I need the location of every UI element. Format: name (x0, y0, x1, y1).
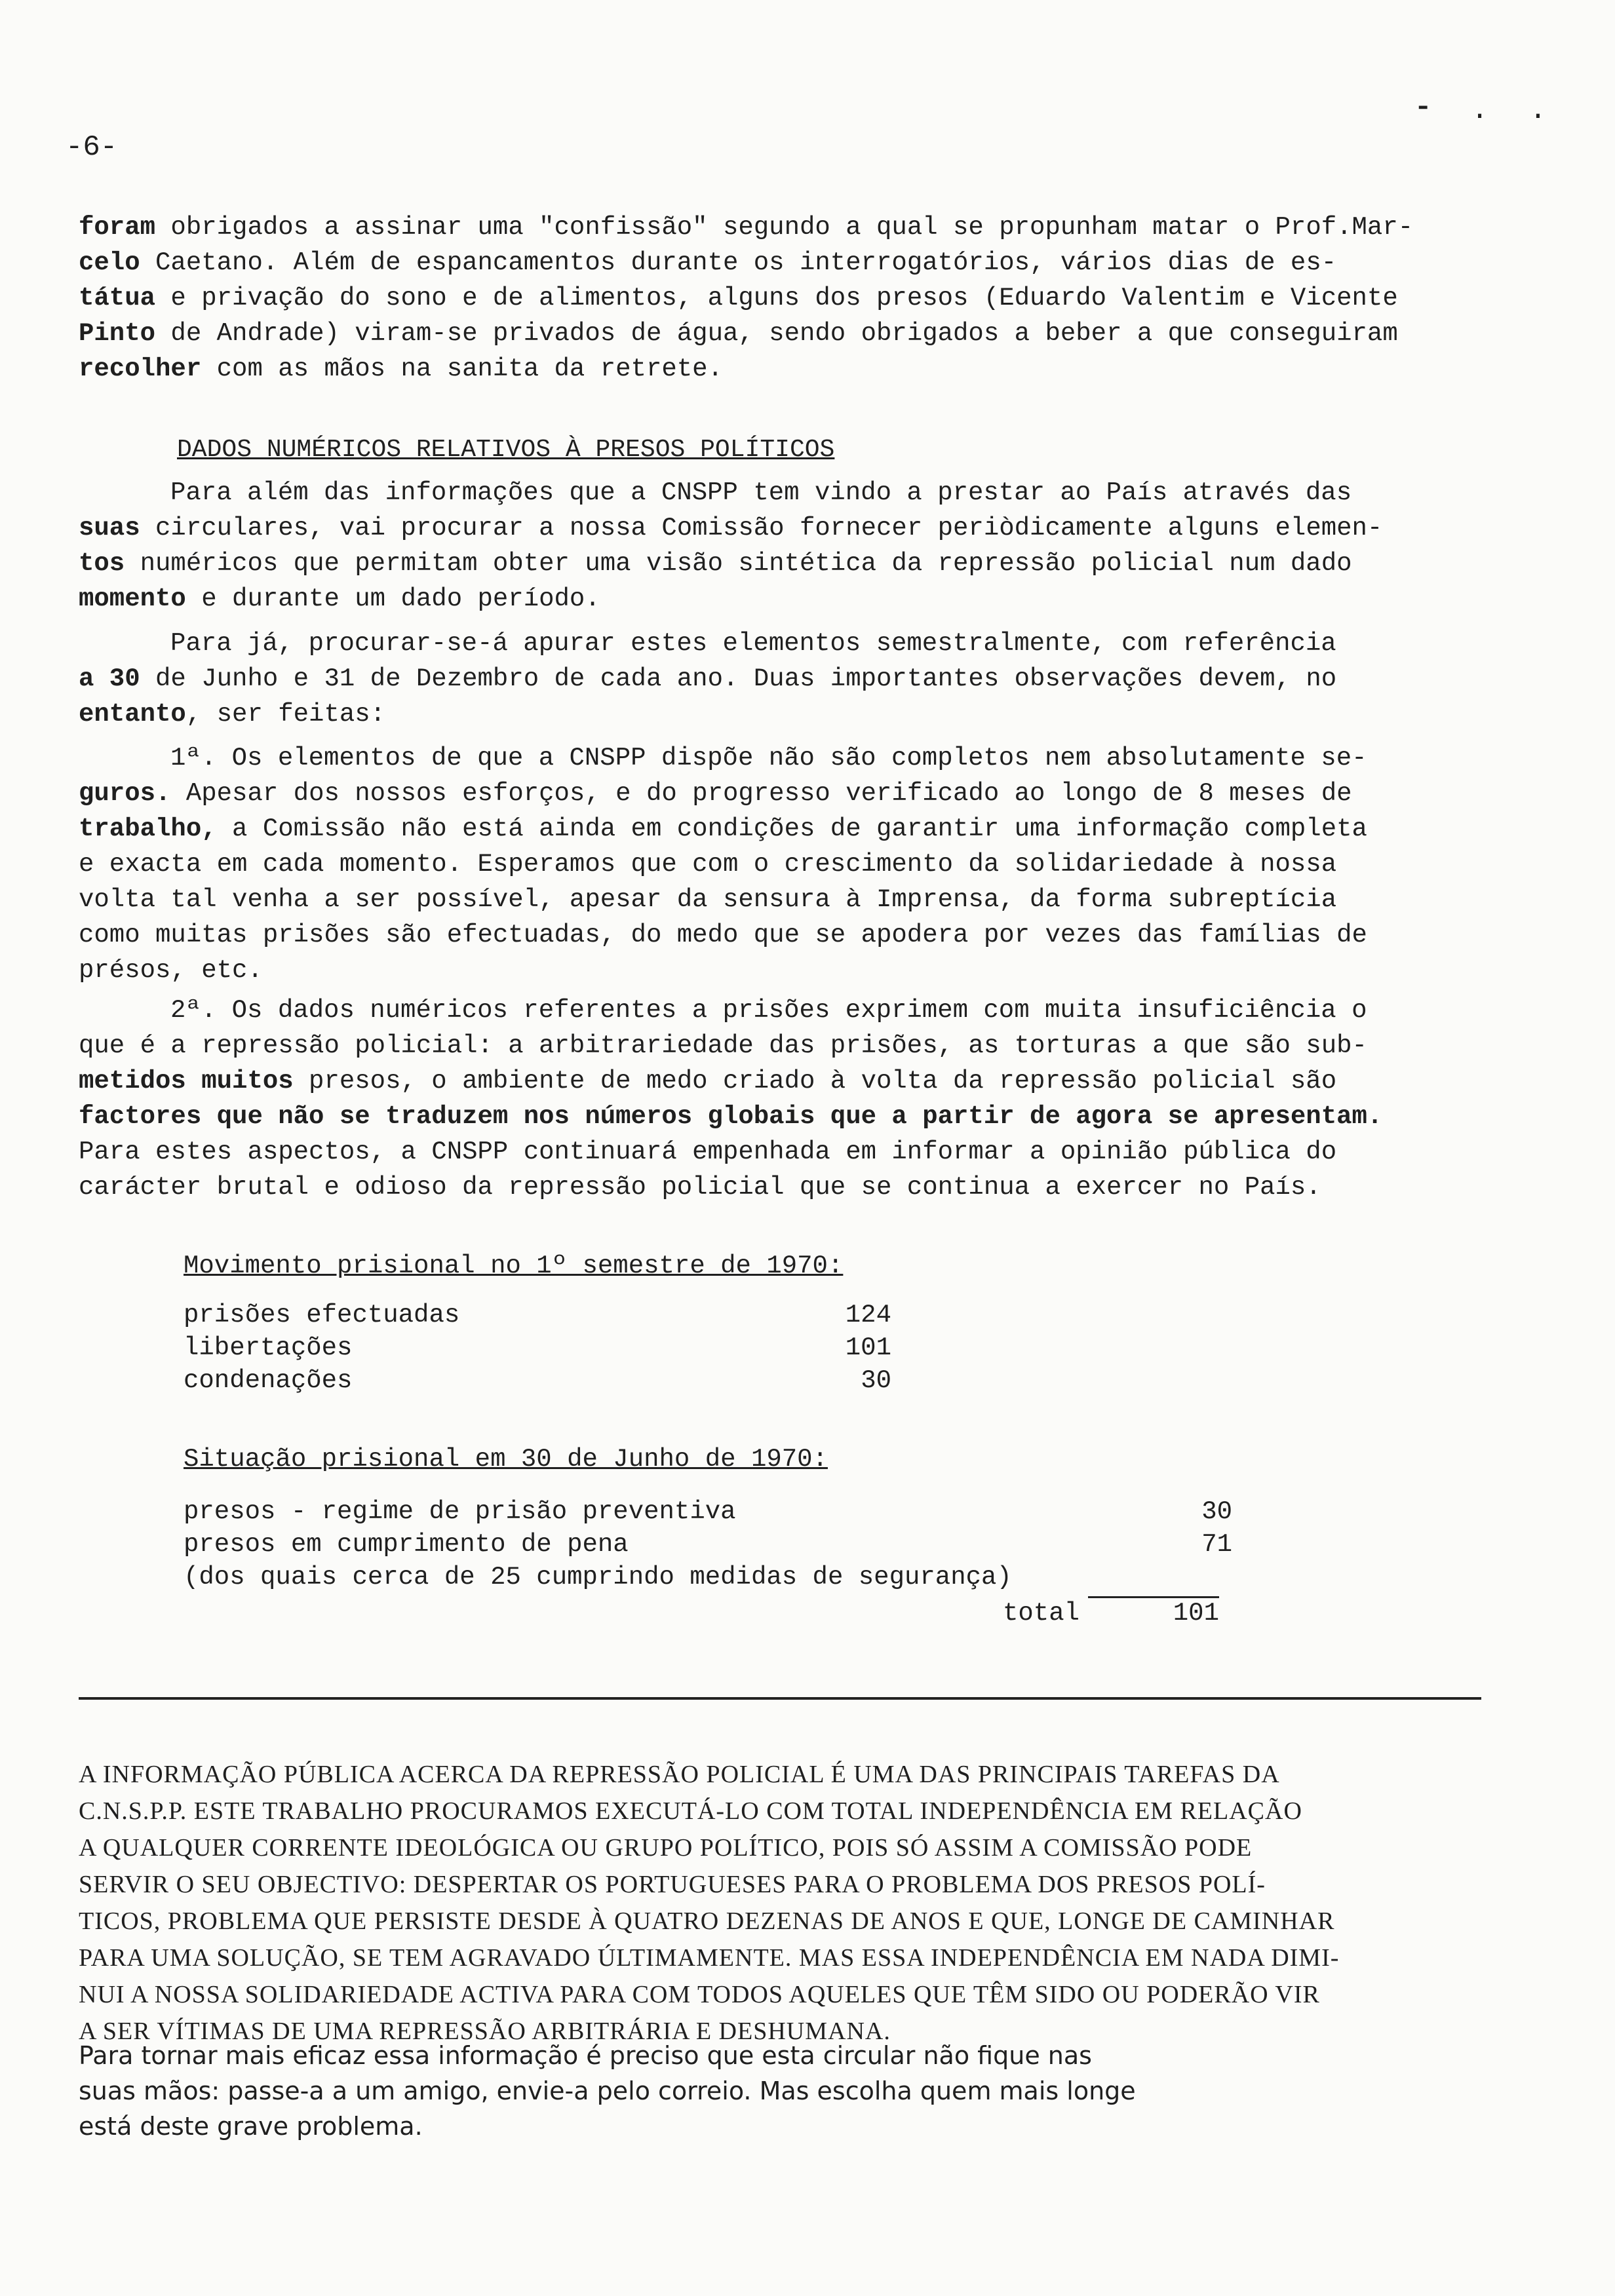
paragraph-schedule (79, 626, 1481, 732)
text-line: Para além das informações que a CNSPP tem vindo a prestar ao País através das (170, 478, 1352, 507)
table-situation-title: Situação prisional em 30 de Junho de 1970: (184, 1445, 828, 1474)
bold-word: suas (79, 514, 140, 543)
text-line: está deste grave problema. (79, 2112, 423, 2141)
text-line (79, 316, 1481, 351)
row-label: presos - regime de prisão preventiva (184, 1497, 736, 1526)
text-line: Para estes aspectos, a CNSPP continuará empenhada em informar a opinião pública do (79, 1138, 1337, 1166)
text-line: que é a repressão policial: a arbitrariedade das prisões, as torturas a que são sub- (79, 1031, 1367, 1060)
paragraph-observation-2 (79, 993, 1481, 1205)
line-text: de Junho e 31 de Dezembro de cada ano. Duas importantes observações devem, no (140, 664, 1337, 693)
text-line: A INFORMAÇÃO PÚBLICA ACERCA DA REPRESSÃO POLICIAL É UMA DAS PRINCIPAIS TAREFAS DA (79, 1761, 1280, 1788)
text-line: SERVIR O SEU OBJECTIVO: DESPERTAR OS PORTUGUESES PARA O PROBLEMA DOS PRESOS POLÍ- (79, 1871, 1266, 1898)
text-line (79, 546, 1481, 581)
text-line (79, 280, 1481, 316)
text-line: A QUALQUER CORRENTE IDEOLÓGICA OU GRUPO POLÍTICO, POIS SÓ ASSIM A COMISSÃO PODE (79, 1834, 1253, 1862)
bold-word: tos (79, 549, 125, 578)
row-label: (dos quais cerca de 25 cumprindo medidas de segurança) (184, 1563, 1012, 1592)
table-row (184, 1366, 891, 1399)
text-line: 2ª. Os dados numéricos referentes a prisões exprimem com muita insuficiência o (170, 996, 1367, 1025)
text-line (79, 351, 1481, 387)
bold-word: entanto (79, 700, 186, 729)
line-text: de Andrade) viram-se privados de água, sendo obrigados a beber a que conseguiram (155, 319, 1398, 348)
row-value: 124 (845, 1301, 891, 1330)
table-row (184, 1301, 891, 1333)
line-text: presos, o ambiente de medo criado à volta da repressão policial são (293, 1067, 1337, 1096)
closing-paragraph (79, 2038, 1455, 2144)
text-line (79, 661, 1481, 697)
row-label: presos em cumprimento de pena (184, 1530, 629, 1559)
text-line: como muitas prisões são efectuadas, do medo que se apodera por vezes das famílias de (79, 921, 1367, 949)
text-line (79, 510, 1481, 546)
table-row (184, 1333, 891, 1366)
bold-word: recolher (79, 354, 202, 383)
row-label: condenações (184, 1366, 353, 1395)
bold-word: a 30 (79, 664, 140, 693)
text-line: présos, etc. (79, 956, 263, 985)
text-line: factores que não se traduzem nos números globais que a partir de agora se apresentam. (79, 1102, 1383, 1131)
line-text: circulares, vai procurar a nossa Comissão fornecer periòdicamente alguns elemen- (140, 514, 1383, 543)
bold-word: trabalho, (79, 814, 217, 843)
line-text: Apesar dos nossos esforços, e do progresso verificado ao longo de 8 meses de (170, 779, 1352, 808)
paragraph-confession (79, 210, 1481, 387)
text-line (79, 581, 1481, 617)
row-value: 101 (845, 1333, 891, 1362)
paragraph-observation-1 (79, 740, 1481, 988)
text-line: A SER VÍTIMAS DE UMA REPRESSÃO ARBITRÁRIA E DESHUMANA. (79, 2018, 891, 2045)
row-label: libertações (184, 1333, 353, 1362)
line-text: e durante um dado período. (185, 584, 600, 613)
row-value: 30 (861, 1366, 891, 1395)
text-line: NUI A NOSSA SOLIDARIEDADE ACTIVA PARA COM TODOS AQUELES QUE TÊM SIDO OU PODERÃO VIR (79, 1981, 1320, 2008)
text-line: TICOS, PROBLEMA QUE PERSISTE DESDE À QUATRO DEZENAS DE ANOS E QUE, LONGE DE CAMINHAR (79, 1907, 1335, 1935)
bold-word: momento (79, 584, 186, 613)
text-line (79, 697, 1481, 732)
text-line (79, 776, 1481, 811)
total-label: total (1003, 1599, 1080, 1628)
text-line: carácter brutal e odioso da repressão policial que se continua a exercer no País. (79, 1173, 1321, 1202)
line-text: obrigados a assinar uma "confissão" segundo a qual se propunham matar o Prof.Mar- (155, 213, 1414, 242)
table-total-row (1003, 1599, 1226, 1632)
row-value: 71 (1201, 1530, 1232, 1559)
row-value: 30 (1201, 1497, 1232, 1526)
text-line (79, 811, 1481, 847)
table-row (184, 1497, 1232, 1530)
text-line: 1ª. Os elementos de que a CNSPP dispõe não são completos nem absolutamente se- (170, 744, 1367, 773)
bold-word: foram (79, 213, 156, 242)
text-line (79, 210, 1481, 245)
line-text: e privação do sono e de alimentos, alguns dos presos (Eduardo Valentim e Vicente (155, 284, 1398, 313)
sum-rule (1088, 1596, 1219, 1598)
text-line: e exacta em cada momento. Esperamos que com o crescimento da solidariedade à nossa (79, 850, 1337, 879)
line-text: a Comissão não está ainda em condições de garantir uma informação completa (216, 814, 1367, 843)
bold-word: celo (79, 248, 140, 277)
section-heading: DADOS NUMÉRICOS RELATIVOS À PRESOS POLÍTICOS (177, 436, 835, 464)
table-movement-title: Movimento prisional no 1º semestre de 1970: (184, 1252, 844, 1280)
line-text: com as mãos na sanita da retrete. (201, 354, 723, 383)
table-row (184, 1563, 1232, 1596)
text-line: Para já, procurar-se-á apurar estes elementos semestralmente, com referência (170, 629, 1336, 658)
text-line: Para tornar mais eficaz essa informação é preciso que esta circular não fique nas (79, 2041, 1092, 2070)
table-row (184, 1530, 1232, 1563)
text-line (79, 1063, 1481, 1099)
text-line: suas mãos: passe-a a um amigo, envie-a pelo correio. Mas escolha quem mais longe (79, 2076, 1136, 2105)
bold-word: guros. (79, 779, 171, 808)
text-line: C.N.S.P.P. ESTE TRABALHO PROCURAMOS EXECUTÁ-LO COM TOTAL INDEPENDÊNCIA EM RELAÇÃO (79, 1797, 1302, 1825)
line-text: numéricos que permitam obter uma visão sintética da repressão policial num dado (125, 549, 1352, 578)
notice-uppercase (79, 1756, 1455, 2050)
bold-word: tátua (79, 284, 156, 313)
line-text: Caetano. Além de espancamentos durante os interrogatórios, vários dias de es- (140, 248, 1337, 277)
page-number: -6- (66, 131, 118, 164)
text-line: PARA UMA SOLUÇÃO, SE TEM AGRAVADO ÚLTIMAMENTE. MAS ESSA INDEPENDÊNCIA EM NADA DIMI- (79, 1944, 1340, 1972)
paragraph-intro (79, 475, 1481, 617)
text-line (79, 245, 1481, 280)
bold-word: Pinto (79, 319, 156, 348)
separator-rule (79, 1697, 1481, 1700)
line-text: , ser feitas: (185, 700, 386, 729)
bold-word: metidos muitos (79, 1067, 294, 1096)
total-value: 101 (1173, 1599, 1219, 1628)
text-line: volta tal venha a ser possível, apesar da sensura à Imprensa, da forma subreptícia (79, 885, 1337, 914)
corner-marks: ⁃ . . (1416, 94, 1559, 127)
row-label: prisões efectuadas (184, 1301, 460, 1330)
